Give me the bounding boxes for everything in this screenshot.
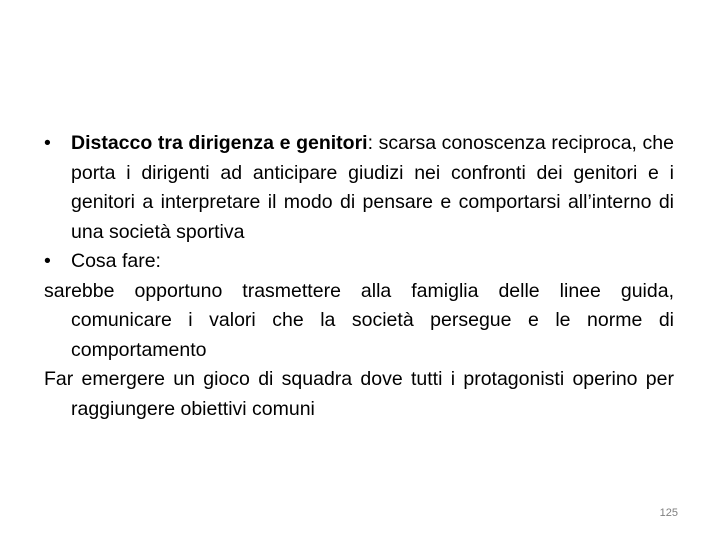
slide-body	[44, 129, 674, 424]
bullet-icon: •	[44, 250, 51, 272]
paragraph-text: Far emergere un gioco di squadra dove tutti i protagonisti operino per raggiungere obiettivi comuni	[44, 368, 674, 420]
page-number: 125	[659, 507, 678, 519]
bullet-icon: •	[44, 132, 51, 154]
paragraph-teamwork	[44, 365, 674, 424]
bullet-text: Cosa fare:	[71, 250, 161, 272]
paragraph-suggestion	[44, 277, 674, 366]
bullet-item-cosa-fare	[44, 247, 674, 277]
bullet-item-distacco	[44, 129, 674, 247]
bullet-heading: Distacco tra dirigenza e genitori	[71, 132, 368, 154]
paragraph-text: sarebbe opportuno trasmettere alla famiglia delle linee guida, comunicare i valori che la società persegue e le norme di comportamento	[44, 279, 674, 361]
bullet-text: : scarsa conoscenza reciproca, che porta i dirigenti ad anticipare giudizi nei confronti dei genitori e i genitori a interpretare il modo di pensare e comportarsi all’interno di una società sportiva	[71, 132, 675, 243]
